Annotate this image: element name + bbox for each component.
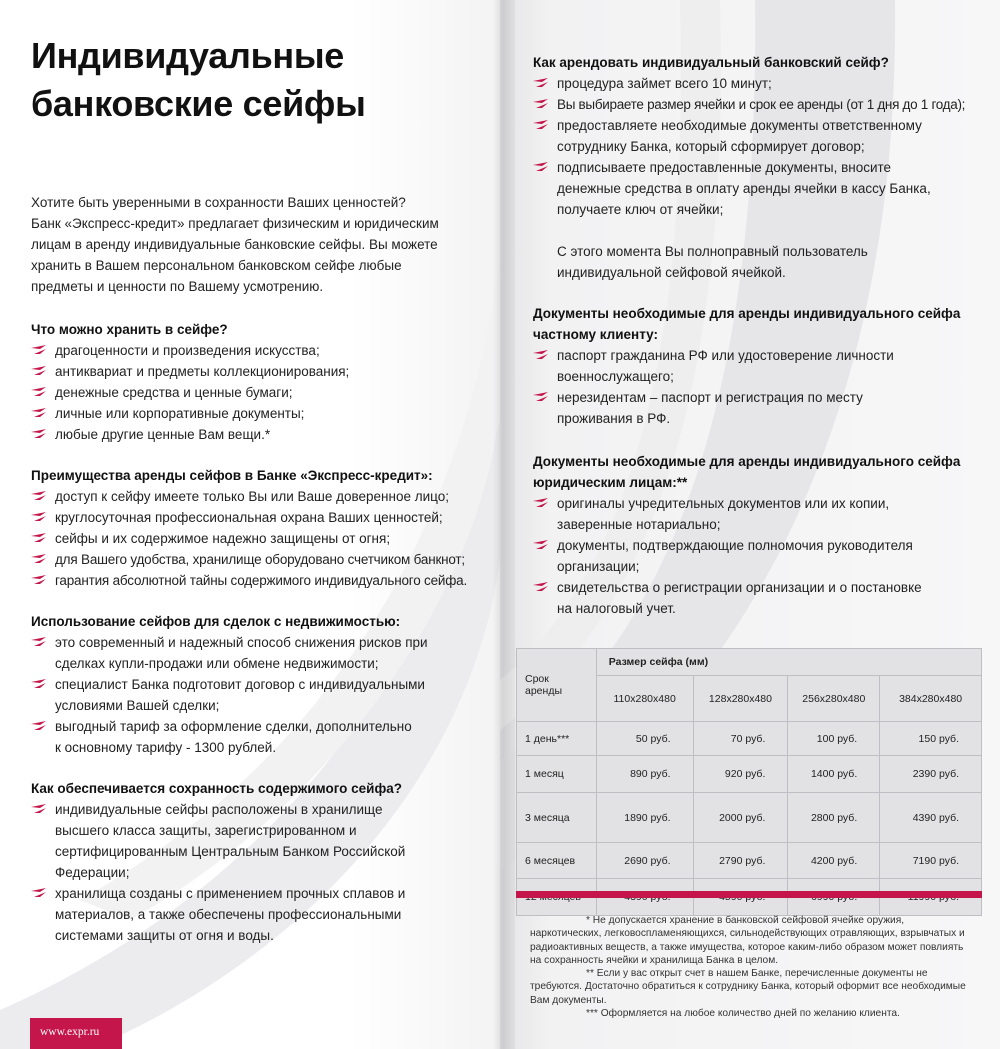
list-item: любые другие ценные Вам вещи.* bbox=[31, 424, 481, 445]
list-item: антиквариат и предметы коллекционирования; bbox=[31, 361, 481, 382]
bullet-icon bbox=[31, 387, 47, 397]
page-title: Индивидуальные банковские сейфы bbox=[31, 35, 366, 124]
left-column bbox=[31, 32, 481, 946]
list-item: доступ к сейфу имеете только Вы или Ваше доверенное лицо; bbox=[31, 486, 481, 507]
how-to-rent-list bbox=[533, 73, 983, 220]
size-cell: 384x280x480 bbox=[880, 676, 982, 722]
footnote: ** Если у вас открыт счет в нашем Банке, перечисленные документы не требуются. Достаточно обратиться к сотруднику Банка, который оформит все необходимые Вам документы. bbox=[530, 968, 966, 1006]
footnote: *** Оформляется на любое количество дней по желанию клиента. bbox=[586, 1008, 900, 1020]
bullet-icon bbox=[31, 679, 47, 689]
page-fold-shadow bbox=[493, 0, 515, 1049]
list-item: драгоценности и произведения искусства; bbox=[31, 340, 481, 361]
advantages-list bbox=[31, 486, 481, 591]
footnote: * Не допускается хранение в банковской сейфовой ячейке оружия, наркотических, легковоспламеняющихся, сильнодействующих отравляющих, взрывчатых и радиоактивных веществ, а также имущества, которое каким-либо образом может повлиять на сохранность ячейки и хранилища Банка в целом. bbox=[530, 915, 965, 966]
section-heading-private-docs: Документы необходимые для аренды индивидуального сейфа частному клиенту: bbox=[533, 306, 961, 342]
size-cell: 128x280x480 bbox=[693, 676, 788, 722]
list-item: подписываете предоставленные документы, вносите денежные средства в оплату аренды ячейки в кассу Банка, получаете ключ от ячейки; bbox=[533, 157, 983, 220]
price-cell: 920 руб. bbox=[693, 756, 788, 793]
bullet-icon bbox=[533, 99, 549, 109]
table-row bbox=[517, 756, 982, 793]
price-cell: 7190 руб. bbox=[880, 843, 982, 879]
table-row bbox=[517, 722, 982, 756]
bullet-icon bbox=[31, 804, 47, 814]
term-cell: 3 месяца bbox=[517, 793, 597, 843]
bullet-icon bbox=[533, 350, 549, 360]
list-item: личные или корпоративные документы; bbox=[31, 403, 481, 424]
storage-list bbox=[31, 340, 481, 445]
bullet-icon bbox=[31, 491, 47, 501]
term-cell: 1 день*** bbox=[517, 722, 597, 756]
term-header: Срок аренды bbox=[517, 649, 597, 722]
list-item: хранилища созданы с применением прочных сплавов и материалов, а также обеспечены профессиональными системами защиты от огня и воды. bbox=[31, 883, 481, 946]
right-column bbox=[533, 52, 983, 619]
list-item: денежные средства и ценные бумаги; bbox=[31, 382, 481, 403]
real-estate-list bbox=[31, 632, 481, 758]
rental-note: С этого момента Вы полноправный пользователь индивидуальной сейфовой ячейкой. bbox=[557, 244, 868, 280]
price-cell: 2690 руб. bbox=[596, 843, 693, 879]
price-cell: 1400 руб. bbox=[788, 756, 880, 793]
bullet-icon bbox=[533, 582, 549, 592]
bullet-icon bbox=[31, 533, 47, 543]
section-heading-safety: Как обеспечивается сохранность содержимого сейфа? bbox=[31, 781, 403, 796]
website-link[interactable]: www.expr.ru bbox=[30, 1018, 122, 1049]
bullet-icon bbox=[31, 345, 47, 355]
private-docs-list bbox=[533, 345, 983, 429]
bullet-icon bbox=[533, 78, 549, 88]
list-item: Вы выбираете размер ячейки и срок ее аренды (от 1 дня до 1 года); bbox=[533, 94, 983, 115]
footnotes bbox=[530, 914, 970, 1020]
price-cell: 890 руб. bbox=[596, 756, 693, 793]
price-cell: 150 руб. bbox=[880, 722, 982, 756]
size-header: Размер сейфа (мм) bbox=[596, 649, 981, 676]
list-item: нерезидентам – паспорт и регистрация по месту проживания в РФ. bbox=[533, 387, 983, 429]
bullet-icon bbox=[31, 575, 47, 585]
bullet-icon bbox=[31, 512, 47, 522]
list-item: оригиналы учредительных документов или их копии, заверенные нотариально; bbox=[533, 493, 983, 535]
table-accent-bar bbox=[516, 891, 982, 898]
price-cell: 2790 руб. bbox=[693, 843, 788, 879]
bullet-icon bbox=[31, 429, 47, 439]
list-item: сейфы и их содержимое надежно защищены от огня; bbox=[31, 528, 481, 549]
bullet-icon bbox=[31, 554, 47, 564]
section-heading-how-to-rent: Как арендовать индивидуальный банковский сейф? bbox=[533, 55, 889, 70]
list-item: гарантия абсолютной тайны содержимого индивидуального сейфа. bbox=[31, 570, 481, 591]
list-item: выгодный тариф за оформление сделки, дополнительно к основному тарифу - 1300 рублей. bbox=[31, 716, 481, 758]
list-item: это современный и надежный способ снижения рисков при сделках купли-продажи или обмене недвижимости; bbox=[31, 632, 481, 674]
term-cell: 6 месяцев bbox=[517, 843, 597, 879]
bullet-icon bbox=[31, 366, 47, 376]
list-item: паспорт гражданина РФ или удостоверение личности военнослужащего; bbox=[533, 345, 983, 387]
bullet-icon bbox=[31, 408, 47, 418]
bullet-icon bbox=[31, 888, 47, 898]
bullet-icon bbox=[533, 120, 549, 130]
section-heading-real-estate: Использование сейфов для сделок с недвижимостью: bbox=[31, 614, 401, 629]
price-cell: 2390 руб. bbox=[880, 756, 982, 793]
intro-paragraph: Хотите быть уверенными в сохранности Ваших ценностей? Банк «Экспресс-кредит» предлагает физическим и юридическим лицам в аренду индивидуальные банковские сейфы. Вы можете хранить в Вашем персональном банковском сейфе любые предметы и ценности по Вашему усмотрению. bbox=[31, 195, 439, 294]
bullet-icon bbox=[533, 392, 549, 402]
legal-docs-list bbox=[533, 493, 983, 619]
price-cell: 70 руб. bbox=[693, 722, 788, 756]
price-table bbox=[516, 648, 982, 916]
price-cell: 4200 руб. bbox=[788, 843, 880, 879]
price-cell: 2800 руб. bbox=[788, 793, 880, 843]
section-heading-advantages: Преимущества аренды сейфов в Банке «Экспресс-кредит»: bbox=[31, 468, 433, 483]
bullet-icon bbox=[31, 721, 47, 731]
list-item: для Вашего удобства, хранилище оборудовано счетчиком банкнот; bbox=[31, 549, 481, 570]
price-cell: 1890 руб. bbox=[596, 793, 693, 843]
size-cell: 256x280x480 bbox=[788, 676, 880, 722]
price-cell: 4390 руб. bbox=[880, 793, 982, 843]
price-cell: 2000 руб. bbox=[693, 793, 788, 843]
list-item: круглосуточная профессиональная охрана Ваших ценностей; bbox=[31, 507, 481, 528]
bullet-icon bbox=[533, 498, 549, 508]
list-item: индивидуальные сейфы расположены в хранилище высшего класса защиты, зарегистрированном и сертифицированным Центральным Банком Российской Федерации; bbox=[31, 799, 481, 883]
bullet-icon bbox=[533, 540, 549, 550]
price-cell: 100 руб. bbox=[788, 722, 880, 756]
safety-list bbox=[31, 799, 481, 946]
table-row bbox=[517, 843, 982, 879]
table-header-row bbox=[517, 649, 982, 676]
bullet-icon bbox=[533, 162, 549, 172]
section-heading-legal-docs: Документы необходимые для аренды индивидуального сейфа юридическим лицам:** bbox=[533, 454, 961, 490]
list-item: специалист Банка подготовит договор с индивидуальными условиями Вашей сделки; bbox=[31, 674, 481, 716]
section-heading-storage: Что можно хранить в сейфе? bbox=[31, 322, 228, 337]
term-cell: 1 месяц bbox=[517, 756, 597, 793]
table-row bbox=[517, 793, 982, 843]
list-item: предоставляете необходимые документы ответственному сотруднику Банка, который сформирует договор; bbox=[533, 115, 983, 157]
list-item: свидетельства о регистрации организации и о постановке на налоговый учет. bbox=[533, 577, 983, 619]
list-item: процедура займет всего 10 минут; bbox=[533, 73, 983, 94]
list-item: документы, подтверждающие полномочия руководителя организации; bbox=[533, 535, 983, 577]
size-cell: 110x280x480 bbox=[596, 676, 693, 722]
bullet-icon bbox=[31, 637, 47, 647]
price-cell: 50 руб. bbox=[596, 722, 693, 756]
